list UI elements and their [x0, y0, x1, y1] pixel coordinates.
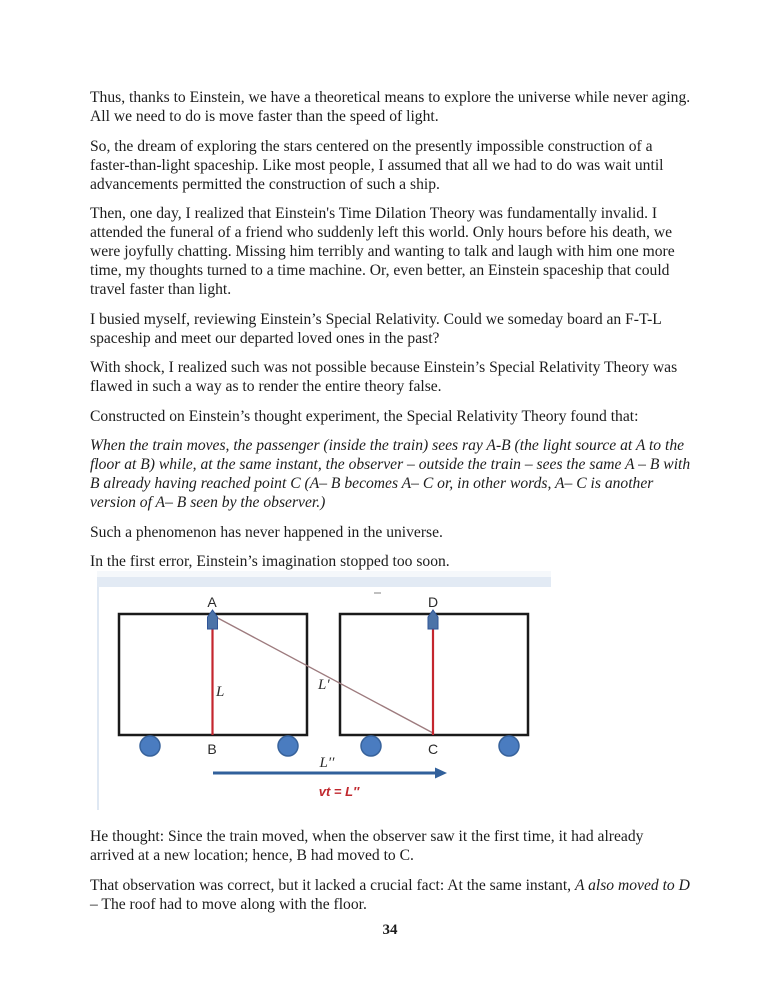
page-number: 34	[382, 922, 398, 938]
paragraph: I busied myself, reviewing Einstein’s Special Relativity. Could we someday board an F-T-L spaceship and meet our departed loved ones in the past?	[90, 310, 662, 347]
panel-strip	[97, 577, 551, 587]
paragraph: Constructed on Einstein’s thought experiment, the Special Relativity Theory found that:	[90, 407, 639, 425]
wheel	[140, 736, 160, 756]
panel-top-shade	[97, 571, 551, 577]
point-label-c: C	[427, 741, 439, 757]
right-arrowhead-icon	[435, 768, 447, 779]
train-diagram	[97, 571, 551, 810]
paragraph: So, the dream of exploring the stars centered on the presently impossible construction of a faster-than-light spaceship. Like most people, I assumed that all we had to do was wait until advancements permitted the construction of such a ship.	[90, 137, 664, 193]
paragraph: Such a phenomenon has never happened in the universe.	[90, 523, 443, 541]
body-text-bottom	[90, 827, 691, 924]
point-label-a: A	[207, 594, 217, 610]
paragraph: With shock, I realized such was not possible because Einstein’s Special Relativity Theory was flawed in such a way as to render the entire theory false.	[90, 359, 678, 395]
length-label-l-prime: L′	[318, 677, 330, 693]
length-label-l: L	[216, 684, 225, 700]
paragraph: Then, one day, I realized that Einstein's Time Dilation Theory was fundamentally invalid. I attended the funeral of a friend who suddenly left this world. Only hours before his death, we were joyfully chatting. Missing him terribly and wanting to talk and laugh with him one more time, my thoughts turned to a time machine. Or, even better, an Einstein spaceship that could travel faster than light.	[90, 205, 675, 298]
point-label-d: D	[427, 594, 439, 610]
paragraph-segment: – The roof had to move along with the floor.	[90, 895, 367, 913]
wheel	[499, 736, 519, 756]
paragraph: In the first error, Einstein’s imagination stopped too soon.	[90, 553, 450, 570]
vt-equation-label: vt = L′′	[318, 784, 360, 799]
paragraph-with-italic	[90, 876, 691, 914]
paragraph: Thus, thanks to Einstein, we have a theoretical means to explore the universe while never aging. All we need to do is move faster than the speed of light.	[90, 89, 691, 125]
paragraph-segment-italic: A also moved to D	[574, 876, 690, 894]
wheel	[278, 736, 298, 756]
panel-left-border	[97, 587, 99, 810]
point-label-b: B	[207, 741, 217, 757]
wheel	[361, 736, 381, 756]
thought-experiment-quote: When the train moves, the passenger (inside the train) sees ray A-B (the light source at A to the floor at B) while, at the same instant, the observer – outside the train – sees the same A – B with B already having reached point C (A– B becomes A– C or, in other words, A– C is another version of A– B seen by the observer.)	[90, 437, 691, 511]
body-text-top	[90, 88, 691, 582]
paragraph: He thought: Since the train moved, when the observer saw it the first time, it had already arrived at a new location; hence, B had moved to C.	[90, 828, 644, 864]
length-label-l-double-prime: L′′	[319, 755, 335, 771]
paragraph-segment: That observation was correct, but it lacked a crucial fact: At the same instant,	[90, 876, 575, 894]
